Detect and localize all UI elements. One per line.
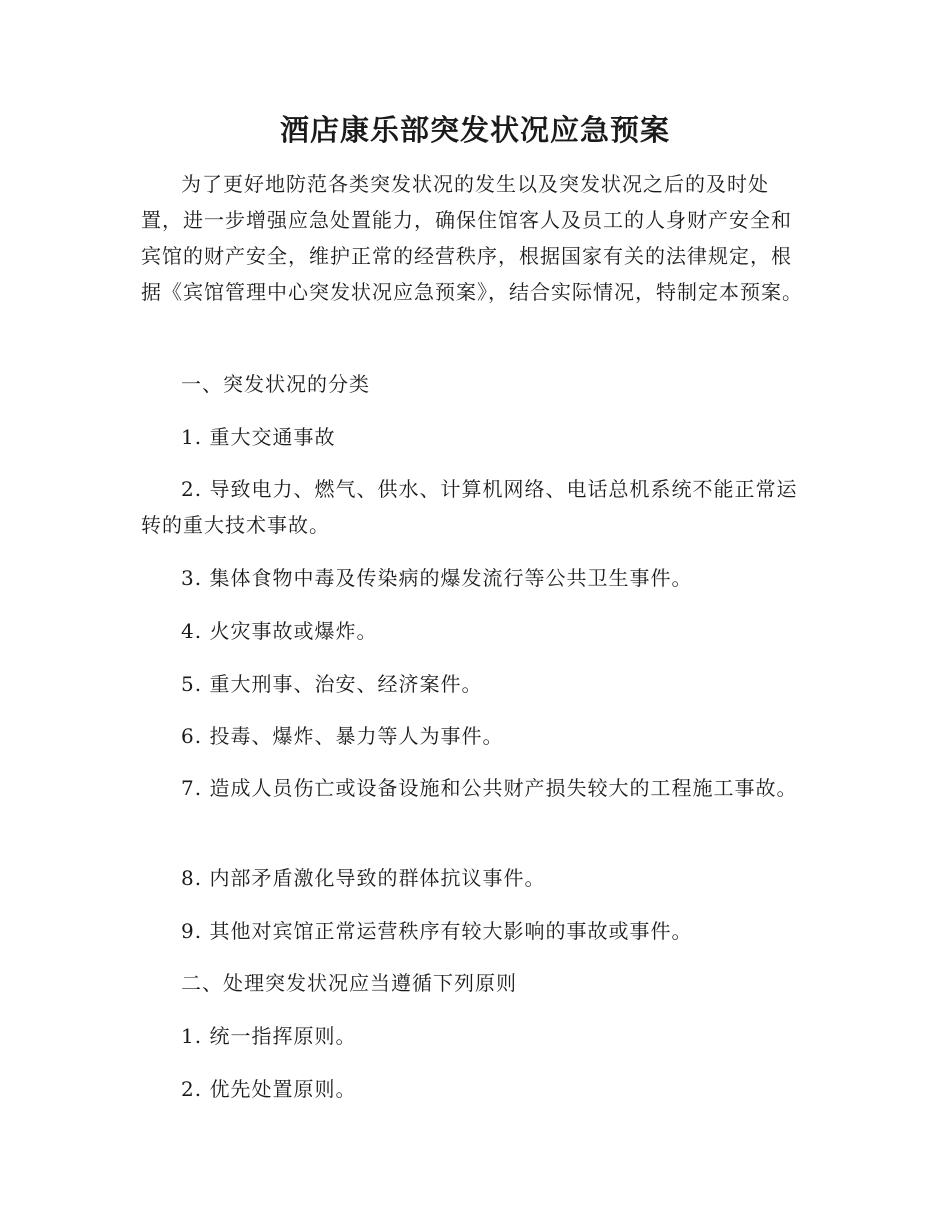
section-1-heading: 一、突发状况的分类 (181, 372, 370, 396)
section-1-item-8: 8. 内部矛盾激化导致的群体抗议事件。 (181, 866, 546, 890)
section-2-item-1: 1. 统一指挥原则。 (181, 1024, 357, 1048)
section-1-item-3: 3. 集体食物中毒及传染病的爆发流行等公共卫生事件。 (181, 566, 693, 590)
document-title: 酒店康乐部突发状况应急预案 (279, 113, 670, 147)
section-1-item-4: 4. 火灾事故或爆炸。 (181, 619, 378, 643)
intro-paragraph: 为了更好地防范各类突发状况的发生以及突发状况之后的及时处置，进一步增强应急处置能力，确保住馆客人及员工的人身财产安全和宾馆的财产安全，维护正常的经营秩序，根据国家有关的法律规定，根据《宾馆管理中心突发状况应急预案》，结合实际情况，特制定本预案。 (141, 172, 803, 304)
section-1-item-6: 6. 投毒、爆炸、暴力等人为事件。 (181, 724, 504, 748)
section-2-item-2: 2. 优先处置原则。 (181, 1077, 357, 1101)
section-1-item-7: 7. 造成人员伤亡或设备设施和公共财产损失较大的工程施工事故。 (181, 776, 798, 800)
section-1-item-2: 2. 导致电力、燃气、供水、计算机网络、电话总机系统不能正常运转的重大技术事故。 (141, 477, 798, 537)
section-1-item-1: 1. 重大交通事故 (181, 425, 336, 449)
section-1-item-9: 9. 其他对宾馆正常运营秩序有较大影响的事故或事件。 (181, 919, 693, 943)
section-1-item-5: 5. 重大刑事、治安、经济案件。 (181, 672, 483, 696)
section-2-heading: 二、处理突发状况应当遵循下列原则 (181, 971, 517, 995)
